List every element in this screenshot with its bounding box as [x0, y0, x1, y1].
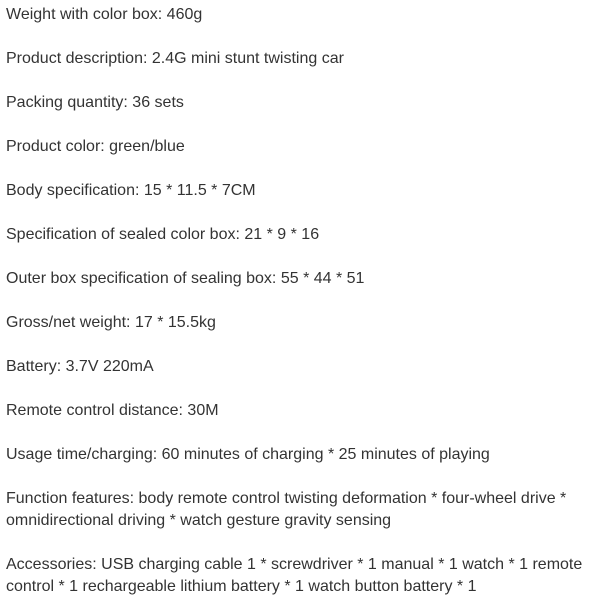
- spec-gross-net-weight: Gross/net weight: 17 * 15.5kg: [6, 314, 216, 331]
- spec-function-features: Function features: body remote control twisting deformation * four-wheel drive * omnidirectional driving * watch gesture gravity sensing: [6, 490, 567, 529]
- spec-usage-time-charging: Usage time/charging: 60 minutes of charging * 25 minutes of playing: [6, 446, 490, 463]
- spec-sealed-color-box: Specification of sealed color box: 21 * 9 * 16: [6, 226, 320, 243]
- spec-accessories: Accessories: USB charging cable 1 * screwdriver * 1 manual * 1 watch * 1 remote control * 1 rechargeable lithium battery * 1 watch button battery * 1: [6, 556, 583, 595]
- spec-outer-box: Outer box specification of sealing box: 55 * 44 * 51: [6, 270, 365, 287]
- spec-weight-with-color-box: Weight with color box: 460g: [6, 6, 203, 23]
- spec-body-specification: Body specification: 15 * 11.5 * 7CM: [6, 182, 256, 199]
- spec-remote-control-distance: Remote control distance: 30M: [6, 402, 219, 419]
- spec-product-color: Product color: green/blue: [6, 138, 185, 155]
- spec-battery: Battery: 3.7V 220mA: [6, 358, 154, 375]
- spec-product-description: Product description: 2.4G mini stunt twisting car: [6, 50, 344, 67]
- spec-packing-quantity: Packing quantity: 36 sets: [6, 94, 184, 111]
